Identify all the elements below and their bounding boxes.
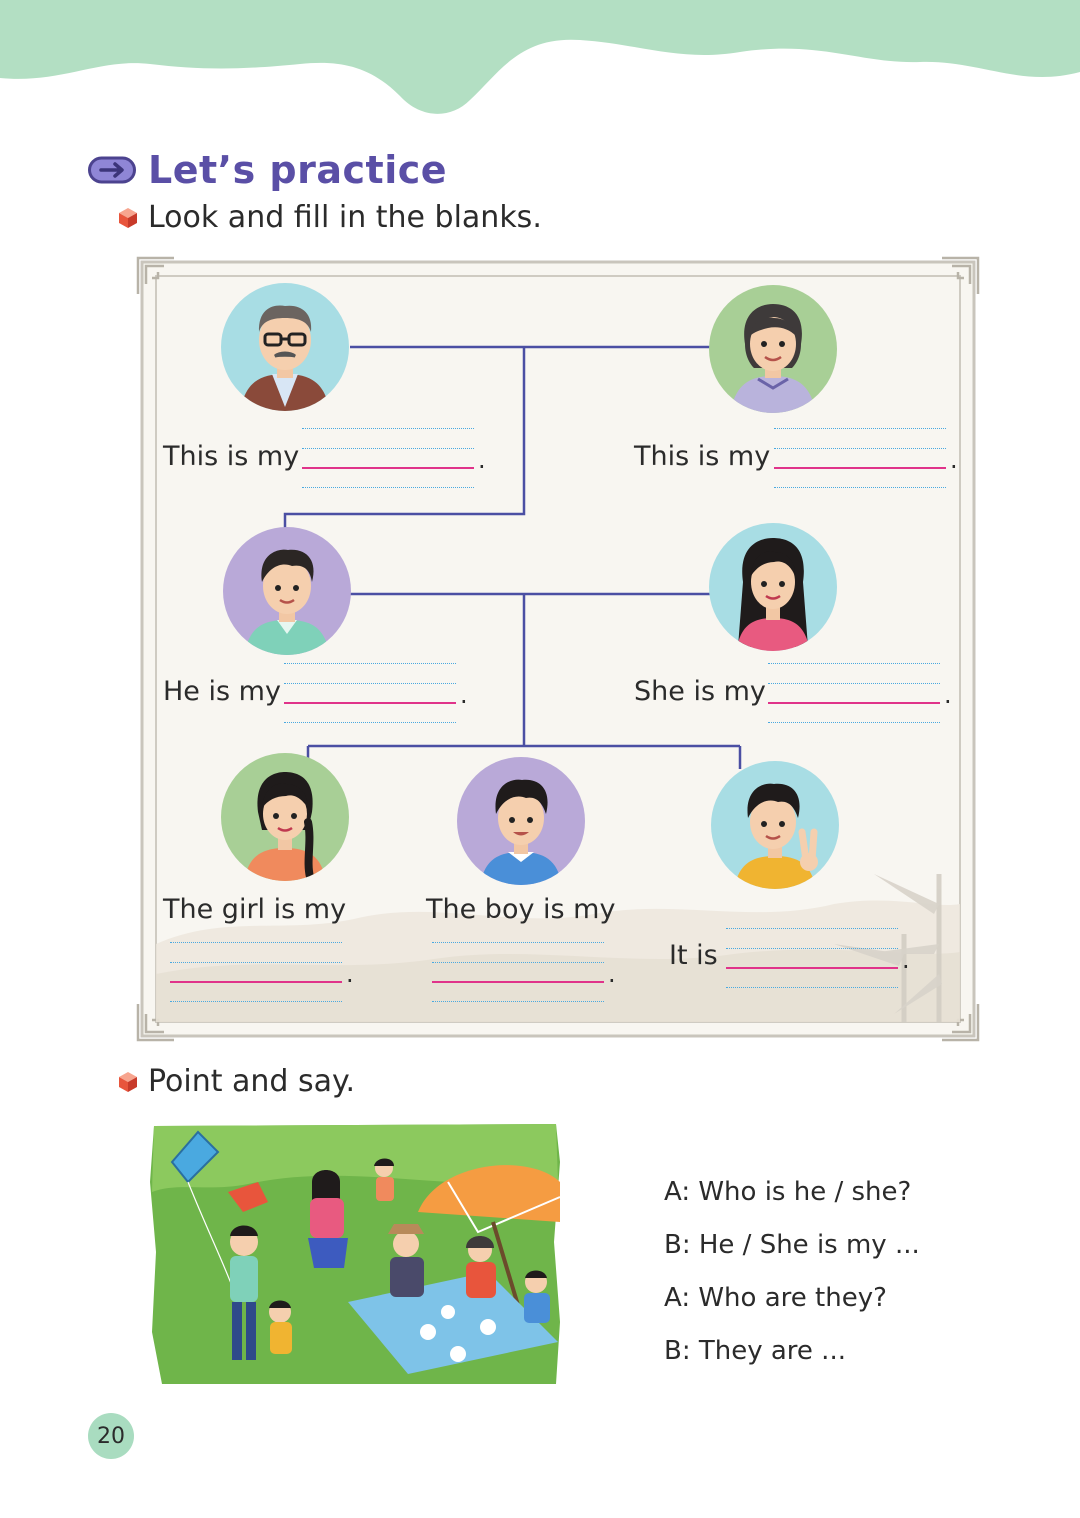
caption-me: It is	[669, 940, 718, 971]
blank-boy[interactable]: .	[432, 942, 604, 1004]
girl-portrait	[220, 752, 350, 882]
instruction-text: Point and say.	[148, 1064, 356, 1099]
cube-bullet-icon	[118, 1071, 138, 1093]
blank-girl[interactable]: .	[170, 942, 342, 1004]
caption-mother: She is my	[634, 676, 766, 707]
dialogue-line: A: Who are they?	[664, 1283, 887, 1313]
dialogue-box	[664, 1172, 920, 1384]
grandfather-portrait	[220, 282, 350, 412]
blank-mother[interactable]: .	[768, 663, 940, 725]
blank-me[interactable]: .	[726, 928, 898, 990]
dialogue-line: A: Who is he / she?	[664, 1177, 912, 1207]
father-portrait	[222, 526, 352, 656]
me-portrait	[710, 760, 840, 890]
caption-father: He is my	[163, 676, 281, 707]
boy-portrait	[456, 756, 586, 886]
family-tree-panel	[134, 254, 982, 1044]
dialogue-line: B: He / She is my ...	[664, 1230, 920, 1260]
blank-grandmother[interactable]: .	[774, 428, 946, 490]
cube-bullet-icon	[118, 207, 138, 229]
grandmother-portrait	[708, 284, 838, 414]
page-number-text: 20	[97, 1423, 125, 1449]
header-wave-banner	[0, 0, 1080, 120]
dialogue-line: B: They are ...	[664, 1336, 846, 1366]
mother-portrait	[708, 522, 838, 652]
instruction-text: Look and fill in the blanks.	[148, 200, 542, 235]
section-title: Let’s practice	[148, 148, 448, 192]
section-heading	[88, 148, 447, 192]
blank-grandfather[interactable]: .	[302, 428, 474, 490]
caption-grandmother: This is my	[634, 441, 771, 472]
caption-girl: The girl is my	[163, 894, 347, 925]
picnic-illustration	[148, 1122, 562, 1386]
arrow-pill-icon	[88, 155, 136, 185]
caption-grandfather: This is my	[163, 441, 300, 472]
page-number	[88, 1413, 134, 1459]
instruction-point-say	[118, 1064, 355, 1099]
blank-father[interactable]: .	[284, 663, 456, 725]
caption-boy: The boy is my	[426, 894, 616, 925]
instruction-fill-blanks	[118, 200, 542, 235]
